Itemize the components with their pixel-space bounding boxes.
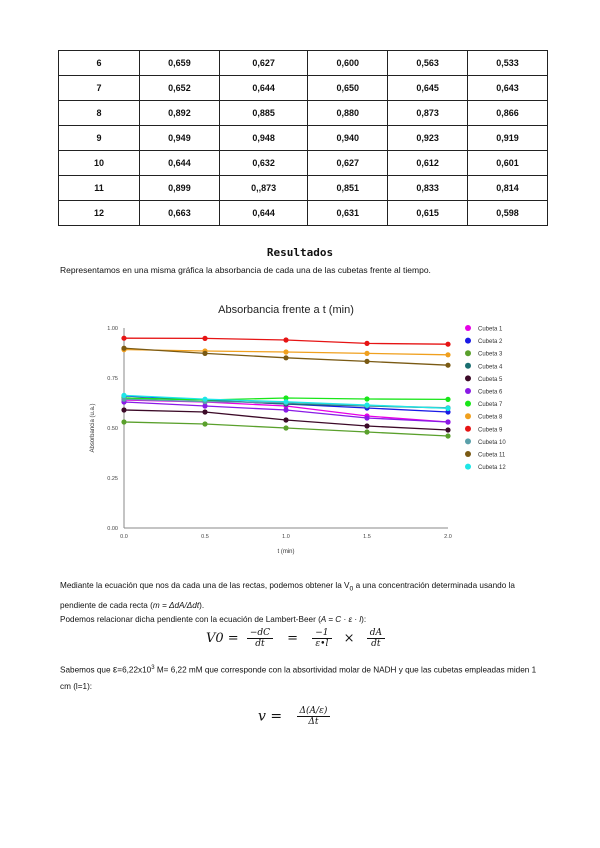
legend-marker xyxy=(465,325,471,331)
x-tick-label: 1.0 xyxy=(282,534,290,540)
data-point xyxy=(121,336,126,341)
table-cell: 0,833 xyxy=(388,176,468,201)
table-cell: 9 xyxy=(59,126,140,151)
data-point xyxy=(364,402,369,407)
lambert-beer-formula: A = C · ε · l xyxy=(320,615,362,624)
table-cell: 0,814 xyxy=(468,176,548,201)
table-cell: 0,923 xyxy=(388,126,468,151)
table-cell: 0,631 xyxy=(308,201,388,226)
legend-label: Cubeta 10 xyxy=(478,439,506,446)
table-cell: 0,644 xyxy=(140,151,220,176)
legend-marker xyxy=(465,413,471,419)
x-tick-label: 1.5 xyxy=(363,534,371,540)
table-cell: 0,,873 xyxy=(219,176,307,201)
table-row xyxy=(59,76,548,101)
legend-label: Cubeta 3 xyxy=(478,351,503,358)
table-row xyxy=(59,101,548,126)
table-row xyxy=(59,51,548,76)
y-tick-label: 1.00 xyxy=(107,326,118,332)
data-point xyxy=(283,407,288,412)
legend-marker xyxy=(465,451,471,457)
data-point xyxy=(283,355,288,360)
y-tick-label: 0.00 xyxy=(107,526,118,532)
table-cell: 0,880 xyxy=(308,101,388,126)
table-cell: 0,643 xyxy=(468,76,548,101)
table-row xyxy=(59,151,548,176)
data-point xyxy=(445,397,450,402)
slope-formula: m = ΔdA/Δdt xyxy=(152,600,200,610)
x-tick-label: 2.0 xyxy=(444,534,452,540)
legend-label: Cubeta 9 xyxy=(478,427,503,434)
data-point xyxy=(283,337,288,342)
data-point xyxy=(202,409,207,414)
table-cell: 0,563 xyxy=(388,51,468,76)
legend-label: Cubeta 1 xyxy=(478,326,503,333)
legend-label: Cubeta 2 xyxy=(478,339,503,346)
table-cell: 0,598 xyxy=(468,201,548,226)
x-tick-label: 0.5 xyxy=(201,534,209,540)
equation-v: v = $\frac{\Delta(A/\varepsilon)}{\Delta t}$ xyxy=(258,706,334,727)
y-tick-label: 0.25 xyxy=(107,476,118,482)
legend-label: Cubeta 5 xyxy=(478,376,503,383)
data-point xyxy=(445,427,450,432)
table-cell: 0,644 xyxy=(219,76,307,101)
data-point xyxy=(121,419,126,424)
data-point xyxy=(445,342,450,347)
data-point xyxy=(283,399,288,404)
table-cell: 0,627 xyxy=(308,151,388,176)
paragraph-slope: Mediante la ecuación que nos da cada una de las rectas, podemos obtener la $V_0$ a una concentración determinada usando la pendiente de cada recta (m = ΔdA/Δdt). xyxy=(60,581,515,610)
table-cell: 0,659 xyxy=(140,51,220,76)
results-intro: Representamos en una misma gráfica la absorbancia de cada una de las cubetas frente al tiempo. xyxy=(60,265,431,275)
y-axis-label: Absorbancia (u.a.) xyxy=(90,403,96,453)
data-point xyxy=(283,425,288,430)
table-cell: 11 xyxy=(59,176,140,201)
table-cell: 0,899 xyxy=(140,176,220,201)
table-cell: 0,892 xyxy=(140,101,220,126)
table-cell: 0,600 xyxy=(308,51,388,76)
table-cell: 0,948 xyxy=(219,126,307,151)
table-cell: 0,612 xyxy=(388,151,468,176)
chart-title: Absorbancia frente a t (min) xyxy=(218,304,354,316)
table-cell: 10 xyxy=(59,151,140,176)
data-point xyxy=(445,433,450,438)
data-point xyxy=(445,363,450,368)
table-cell: 0,873 xyxy=(388,101,468,126)
table-cell: 0,601 xyxy=(468,151,548,176)
table-cell: 8 xyxy=(59,101,140,126)
legend-marker xyxy=(465,438,471,444)
absorbance-chart xyxy=(84,300,524,562)
table-row xyxy=(59,201,548,226)
table-cell: 0,632 xyxy=(219,151,307,176)
table-cell: 0,949 xyxy=(140,126,220,151)
data-point xyxy=(364,423,369,428)
table-row xyxy=(59,126,548,151)
table-cell: 7 xyxy=(59,76,140,101)
data-point xyxy=(445,352,450,357)
x-tick-label: 0.0 xyxy=(120,534,128,540)
table-cell: 0,645 xyxy=(388,76,468,101)
table-cell: 0,615 xyxy=(388,201,468,226)
data-point xyxy=(202,336,207,341)
data-point xyxy=(445,406,450,411)
data-point xyxy=(121,346,126,351)
table-cell: 0,627 xyxy=(219,51,307,76)
table-cell: 0,533 xyxy=(468,51,548,76)
table-cell: 0,663 xyxy=(140,201,220,226)
table-cell: 0,644 xyxy=(219,201,307,226)
legend-label: Cubeta 4 xyxy=(478,364,503,371)
legend-marker xyxy=(465,401,471,407)
data-point xyxy=(364,415,369,420)
table-cell: 12 xyxy=(59,201,140,226)
table-cell: 6 xyxy=(59,51,140,76)
legend-marker xyxy=(465,464,471,470)
data-point xyxy=(445,419,450,424)
results-heading: Resultados xyxy=(266,246,334,259)
data-point xyxy=(202,421,207,426)
legend-label: Cubeta 8 xyxy=(478,414,503,421)
equation-v0: V0 = $\frac{-dC}{dt}$ = $\frac{-1}{\varepsilon•l}$ × $\frac{dA}{dt}$ xyxy=(206,628,389,649)
data-point xyxy=(364,351,369,356)
legend-label: Cubeta 11 xyxy=(478,452,506,459)
x-axis-label: t (min) xyxy=(277,549,295,555)
paragraph-lambert-beer: Podemos relacionar dicha pendiente con la ecuación de Lambert-Beer (A = C · ε · l): xyxy=(60,615,367,624)
y-tick-label: 0.75 xyxy=(107,376,118,382)
table-cell: 0,866 xyxy=(468,101,548,126)
data-point xyxy=(202,351,207,356)
table-cell: 0,650 xyxy=(308,76,388,101)
paragraph-nadh: Sabemos que $\varepsilon=6,22x10^3$ M= 6,22 mM que corresponde con la absortividad molar de NADH y que las cubetas empleadas miden 1 cm (l=1): xyxy=(60,664,537,691)
legend-marker xyxy=(465,363,471,369)
absorbance-table xyxy=(58,50,548,226)
data-point xyxy=(121,407,126,412)
table-row xyxy=(59,176,548,201)
table-cell: 0,919 xyxy=(468,126,548,151)
data-point xyxy=(364,341,369,346)
table-cell: 0,851 xyxy=(308,176,388,201)
data-point xyxy=(202,397,207,402)
legend-label: Cubeta 6 xyxy=(478,389,503,396)
legend-marker xyxy=(465,338,471,344)
legend-label: Cubeta 12 xyxy=(478,465,506,472)
table-cell: 0,940 xyxy=(308,126,388,151)
data-point xyxy=(364,429,369,434)
data-point xyxy=(364,396,369,401)
legend-marker xyxy=(465,375,471,381)
legend-marker xyxy=(465,388,471,394)
legend-marker xyxy=(465,350,471,356)
data-point xyxy=(283,349,288,354)
table-cell: 0,652 xyxy=(140,76,220,101)
legend-label: Cubeta 7 xyxy=(478,402,503,409)
data-point xyxy=(121,393,126,398)
legend-marker xyxy=(465,426,471,432)
table-cell: 0,885 xyxy=(219,101,307,126)
y-tick-label: 0.50 xyxy=(107,426,118,432)
data-point xyxy=(364,359,369,364)
data-point xyxy=(283,417,288,422)
